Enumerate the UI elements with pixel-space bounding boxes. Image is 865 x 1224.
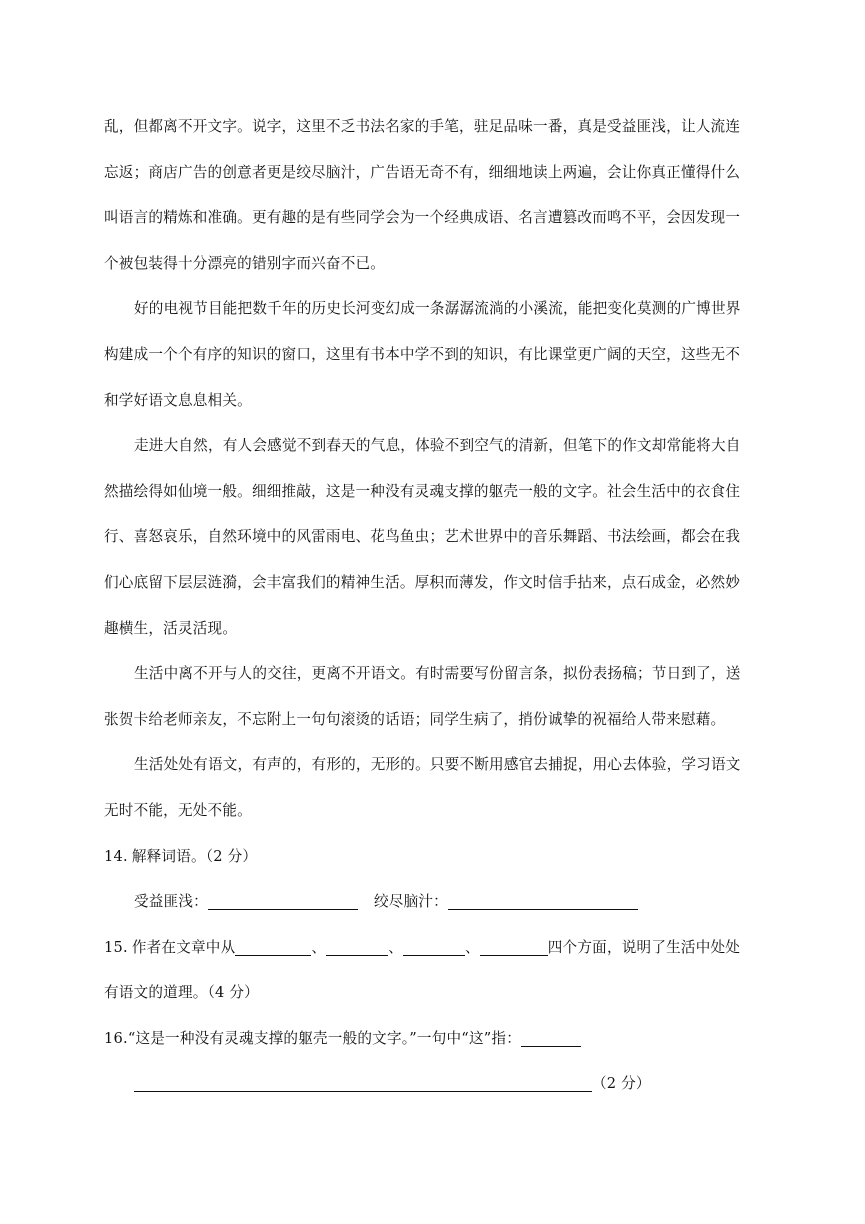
passage-line: 无时不能，无处不能。 [104, 801, 252, 819]
score-label: （2 分） [592, 1075, 651, 1093]
question-number: 16. [104, 1029, 128, 1047]
question-14 [104, 840, 764, 886]
separator: 、 [311, 938, 327, 956]
question-number: 15. [104, 938, 128, 956]
question-number: 14. [104, 847, 128, 865]
passage-line: 生活处处有语文，有声的，有形的，无形的。只要不断用感官去捕捉，用心去体验，学习语文 [134, 756, 741, 774]
question-16-answer [104, 1067, 764, 1113]
term-label: 受益匪浅： [134, 893, 208, 911]
answer-blank[interactable] [480, 937, 548, 956]
question-text: 有语文的道理。（4 分） [104, 984, 259, 1002]
answer-blank[interactable] [235, 937, 311, 956]
passage-line: 走进大自然，有人会感觉不到春天的气息，体验不到空气的清新，但笔下的作文却常能将大自 [134, 437, 741, 455]
answer-blank[interactable] [521, 1028, 581, 1047]
passage-line: 乱，但都离不开文字。说字，这里不乏书法名家的手笔，驻足品味一番，真是受益匪浅，让人流连 [104, 118, 741, 135]
question-text: 作者在文章中从 [131, 938, 236, 956]
question-text: 四个方面，说明了生活中处处 [547, 938, 741, 956]
question-15-cont [104, 976, 764, 1022]
term-label: 绞尽脑汁： [373, 893, 448, 911]
answer-blank[interactable] [134, 1073, 592, 1092]
passage-line: 忘返；商店广告的创意者更是绞尽脑汁，广告语无奇不有，细细地读上两遍，会让你真正懂得什么 [104, 163, 741, 181]
question-text: “这是一种没有灵魂支撑的躯壳一般的文字。”一句中“这”指： [127, 1029, 522, 1047]
passage-line: 个被包装得十分漂亮的错别字而兴奋不已。 [104, 254, 386, 272]
passage-line: 张贺卡给老师亲友，不忘附上一句句滚烫的话语；同学生病了，捎份诚挚的祝福给人带来慰藉。 [104, 710, 726, 728]
separator: 、 [464, 938, 480, 956]
question-15 [104, 931, 764, 977]
passage-line: 生活中离不开与人的交往，更离不开语文。有时需要写份留言条，拟份表扬稿；节日到了，送 [134, 665, 741, 683]
passage-line: 好的电视节目能把数千年的历史长河变幻成一条潺潺流淌的小溪流，能把变化莫测的广博世界 [134, 300, 741, 318]
question-14-answers [104, 885, 764, 931]
passage-line: 然描绘得如仙境一般。细细推敲，这是一种没有灵魂支撑的躯壳一般的文字。社会生活中的衣食住 [104, 482, 741, 500]
separator: 、 [388, 938, 403, 956]
answer-blank[interactable] [448, 891, 638, 910]
passage-line: 构建成一个个有序的知识的窗口，这里有书本中学不到的知识，有比课堂更广阔的天空，这些无不 [104, 345, 741, 363]
exam-page [104, 110, 764, 1113]
passage-line: 叫语言的精炼和准确。更有趣的是有些同学会为一个经典成语、名言遭篡改而鸣不平，会因发现一 [104, 209, 741, 227]
question-16 [104, 1022, 764, 1068]
answer-blank[interactable] [326, 937, 388, 956]
passage-line: 行、喜怒哀乐，自然环境中的风雷雨电、花鸟鱼虫；艺术世界中的音乐舞蹈、书法绘画，都会在我 [104, 528, 741, 546]
answer-blank[interactable] [208, 891, 358, 910]
passage-line: 和学好语文息息相关。 [104, 391, 252, 409]
passage-line: 趣横生，活灵活现。 [104, 619, 238, 637]
answer-blank[interactable] [403, 937, 465, 956]
question-text: 解释词语。（2 分） [131, 847, 258, 865]
passage-line: 们心底留下层层涟漪，会丰富我们的精神生活。厚积而薄发，作文时信手拈来，点石成金，必然妙 [104, 573, 741, 591]
